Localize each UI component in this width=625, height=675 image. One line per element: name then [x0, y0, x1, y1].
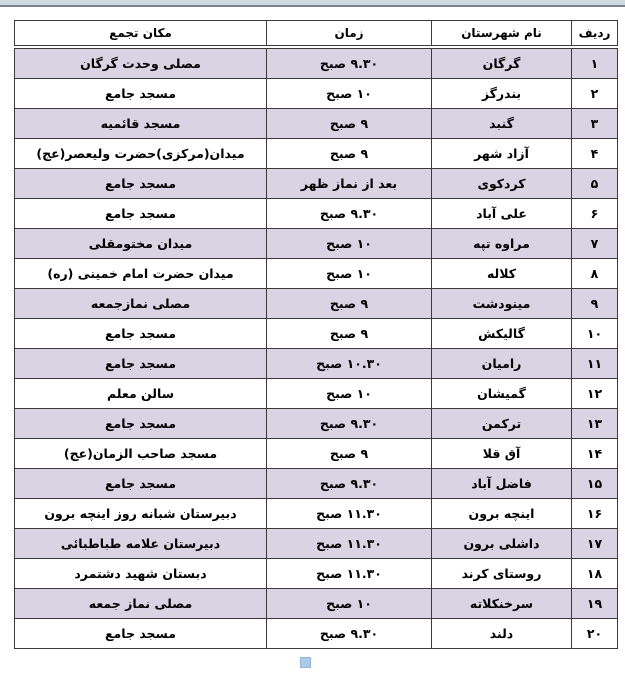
- cell-county: گمیشان: [432, 379, 572, 409]
- header-row: [15, 21, 618, 48]
- cell-time: ۱۱.۳۰ صبح: [267, 529, 432, 559]
- cell-radif: ۱۵: [572, 469, 618, 499]
- cell-place: مسجد جامع: [15, 169, 267, 199]
- cell-county: رامیان: [432, 349, 572, 379]
- cell-county: کردکوی: [432, 169, 572, 199]
- cell-radif: ۳: [572, 109, 618, 139]
- cell-county: داشلی برون: [432, 529, 572, 559]
- cell-time: ۱۰ صبح: [267, 259, 432, 289]
- cell-county: مینودشت: [432, 289, 572, 319]
- cell-radif: ۶: [572, 199, 618, 229]
- cell-time: ۹ صبح: [267, 139, 432, 169]
- cell-county: روستای کرند: [432, 559, 572, 589]
- cell-time: ۱۰ صبح: [267, 379, 432, 409]
- table-row: [15, 289, 618, 319]
- table-row: [15, 439, 618, 469]
- table-row: [15, 79, 618, 109]
- cell-county: گالیکش: [432, 319, 572, 349]
- cell-place: مصلی نماز جمعه: [15, 589, 267, 619]
- cell-time: ۱۰ صبح: [267, 79, 432, 109]
- table-row: [15, 619, 618, 649]
- cell-place: میدان حضرت امام خمینی (ره): [15, 259, 267, 289]
- cell-place: میدان(مرکزی)حضرت ولیعصر(عج): [15, 139, 267, 169]
- cell-county: سرخنکلاته: [432, 589, 572, 619]
- cell-time: ۹.۳۰ صبح: [267, 619, 432, 649]
- table-row: [15, 139, 618, 169]
- cell-place: مسجد جامع: [15, 619, 267, 649]
- cell-radif: ۱۲: [572, 379, 618, 409]
- table-row: [15, 529, 618, 559]
- table-row: [15, 229, 618, 259]
- table-row: [15, 47, 618, 79]
- cell-time: ۱۰ صبح: [267, 589, 432, 619]
- cell-county: کلاله: [432, 259, 572, 289]
- cell-place: مسجد جامع: [15, 319, 267, 349]
- cell-county: فاضل آباد: [432, 469, 572, 499]
- cell-time: ۹ صبح: [267, 289, 432, 319]
- table-row: [15, 469, 618, 499]
- cell-county: دلند: [432, 619, 572, 649]
- cell-time: ۹ صبح: [267, 439, 432, 469]
- cell-time: ۹.۳۰ صبح: [267, 409, 432, 439]
- cell-place: مسجد جامع: [15, 79, 267, 109]
- cell-place: مسجد جامع: [15, 199, 267, 229]
- cell-time: ۹ صبح: [267, 109, 432, 139]
- table-row: [15, 349, 618, 379]
- cell-county: آزاد شهر: [432, 139, 572, 169]
- cell-place: مسجد قائمیه: [15, 109, 267, 139]
- cell-time: ۹.۳۰ صبح: [267, 469, 432, 499]
- schedule-table-container: [14, 20, 618, 649]
- window-top-strip: [0, 0, 625, 7]
- cell-radif: ۱۶: [572, 499, 618, 529]
- cell-radif: ۷: [572, 229, 618, 259]
- cell-radif: ۱۱: [572, 349, 618, 379]
- table-row: [15, 199, 618, 229]
- cell-time: ۱۱.۳۰ صبح: [267, 499, 432, 529]
- cell-radif: ۹: [572, 289, 618, 319]
- cell-county: علی آباد: [432, 199, 572, 229]
- cell-place: مسجد صاحب الزمان(عج): [15, 439, 267, 469]
- table-row: [15, 499, 618, 529]
- table-row: [15, 409, 618, 439]
- table-row: [15, 259, 618, 289]
- cell-radif: ۱۷: [572, 529, 618, 559]
- header-cell-place: مکان تجمع: [15, 21, 267, 48]
- cell-radif: ۲۰: [572, 619, 618, 649]
- table-body: [15, 47, 618, 649]
- cell-county: بندرگز: [432, 79, 572, 109]
- schedule-table: [14, 20, 618, 649]
- cell-place: مسجد جامع: [15, 349, 267, 379]
- table-row: [15, 109, 618, 139]
- header-cell-county: نام شهرستان: [432, 21, 572, 48]
- cell-place: مسجد جامع: [15, 469, 267, 499]
- cell-place: مصلی نمازجمعه: [15, 289, 267, 319]
- cell-place: دبیرستان شبانه روز اینچه برون: [15, 499, 267, 529]
- cell-place: دبستان شهید دشتمرد: [15, 559, 267, 589]
- cell-county: مراوه تپه: [432, 229, 572, 259]
- cell-place: سالن معلم: [15, 379, 267, 409]
- cell-time: ۱۰.۳۰ صبح: [267, 349, 432, 379]
- cell-time: ۱۰ صبح: [267, 229, 432, 259]
- cell-radif: ۱۳: [572, 409, 618, 439]
- table-row: [15, 319, 618, 349]
- table-row: [15, 169, 618, 199]
- header-cell-radif: ردیف: [572, 21, 618, 48]
- cell-county: گنبد: [432, 109, 572, 139]
- table-row: [15, 589, 618, 619]
- cell-time: بعد از نماز ظهر: [267, 169, 432, 199]
- cell-time: ۹ صبح: [267, 319, 432, 349]
- cell-time: ۹.۳۰ صبح: [267, 199, 432, 229]
- header-cell-time: زمان: [267, 21, 432, 48]
- cell-county: ترکمن: [432, 409, 572, 439]
- cell-county: اینچه برون: [432, 499, 572, 529]
- cell-radif: ۱: [572, 47, 618, 79]
- cell-time: ۹.۳۰ صبح: [267, 47, 432, 79]
- cell-radif: ۱۹: [572, 589, 618, 619]
- table-row: [15, 379, 618, 409]
- cell-radif: ۲: [572, 79, 618, 109]
- cell-radif: ۱۴: [572, 439, 618, 469]
- selection-drag-handle[interactable]: [300, 657, 311, 668]
- cell-county: گرگان: [432, 47, 572, 79]
- cell-radif: ۵: [572, 169, 618, 199]
- cell-county: آق قلا: [432, 439, 572, 469]
- cell-place: مسجد جامع: [15, 409, 267, 439]
- table-row: [15, 559, 618, 589]
- cell-radif: ۸: [572, 259, 618, 289]
- cell-time: ۱۱.۳۰ صبح: [267, 559, 432, 589]
- cell-radif: ۴: [572, 139, 618, 169]
- cell-place: میدان مختومقلی: [15, 229, 267, 259]
- cell-place: مصلی وحدت گرگان: [15, 47, 267, 79]
- cell-radif: ۱۰: [572, 319, 618, 349]
- cell-place: دبیرستان علامه طباطبائی: [15, 529, 267, 559]
- cell-radif: ۱۸: [572, 559, 618, 589]
- table-header: [15, 21, 618, 48]
